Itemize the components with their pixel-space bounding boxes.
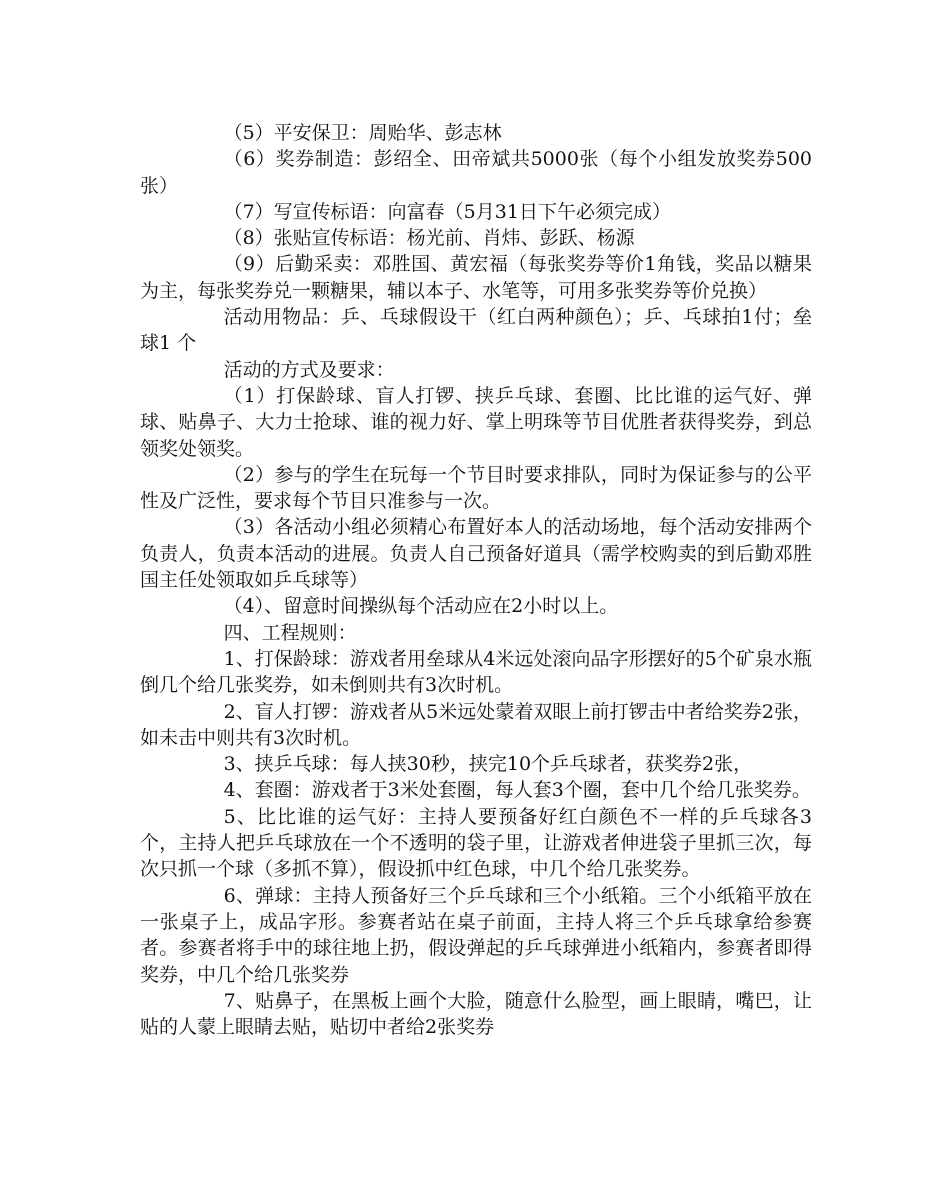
paragraph-rule-bounce: 6、弹球：主持人预备好三个乒乓球和三个小纸箱。三个小纸箱平放在一张桌子上，成品字形。参赛者站在桌子前面，主持人将三个乒乓球拿给参赛者。参赛者将手中的球往地上扔，假设弹起的乒乓球弹进小纸箱内，参赛者即得奖券，中几个给几张奖券 bbox=[140, 884, 812, 986]
paragraph-logistics: （9）后勤采卖：邓胜国、黄宏福（每张奖券等价1角钱，奖品以糖果为主，每张奖券兑一颗糖果，辅以本子、水笔等，可用多张奖券等价兑换） bbox=[140, 253, 812, 302]
paragraph-rule-ring-toss: 4、套圈：游戏者于3米处套圈，每人套3个圈，套中几个给几张奖券。 bbox=[223, 779, 811, 802]
paragraph-materials: 活动用物品：乒、乓球假设干（红白两种颜色）；乒、乓球拍1付；垒球1 个 bbox=[140, 306, 812, 355]
paragraph-slogan-writing: （7）写宣传标语：向富春（5月31日下午必须完成） bbox=[223, 200, 671, 223]
paragraph-rule-nose: 7、贴鼻子，在黑板上画个大脸，随意什么脸型，画上眼睛，嘴巴，让贴的人蒙上眼睛去贴，贴切中者给2张奖券 bbox=[140, 989, 812, 1039]
paragraph-method-1: （1）打保龄球、盲人打锣、挟乒乓球、套圈、比比谁的运气好、弹球、贴鼻子、大力士抢球、谁的视力好、掌上明珠等节目优胜者获得奖券，到总领奖处领奖。 bbox=[140, 384, 812, 460]
paragraph-rule-luck: 5、比比谁的运气好：主持人要预备好红白颜色不一样的乒乓球各3个，主持人把乒乓球放在一个不透明的袋子里，让游戏者伸进袋子里抓三次，每次只抓一个球（多抓不算），假设抓中红色球，中几个给几张奖券。 bbox=[140, 805, 812, 881]
paragraph-method-2: （2）参与的学生在玩每一个节目时要求排队，同时为保证参与的公平性及广泛性，要求每个节目只准参与一次。 bbox=[140, 463, 812, 513]
paragraph-method-3: （3）各活动小组必须精心布置好本人的活动场地，每个活动安排两个负责人，负责本活动的进展。负责人自己预备好道具（需学校购卖的到后勤邓胜国主任处领取如乒乓球等） bbox=[140, 516, 812, 592]
paragraph-rule-pingpong-pick: 3、挟乒乓球：每人挟30秒，挟完10个乒乓球者，获奖券2张， bbox=[223, 753, 753, 776]
paragraph-rule-bowling: 1、打保龄球：游戏者用垒球从4米远处滚向品字形摆好的5个矿泉水瓶倒几个给几张奖券，如未倒则共有3次时机。 bbox=[140, 647, 812, 697]
paragraph-slogan-posting: （8）张贴宣传标语：杨光前、肖炜、彭跃、杨源 bbox=[223, 227, 635, 250]
paragraph-rules-heading: 四、工程规则： bbox=[223, 621, 357, 644]
paragraph-rule-blind-gong: 2、盲人打锣：游戏者从5米远处蒙着双眼上前打锣击中者给奖券2张，如未击中则共有3次时机。 bbox=[140, 700, 812, 749]
paragraph-method-4: （4）、留意时间操纵每个活动应在2小时以上。 bbox=[223, 595, 619, 618]
paragraph-ticket-making: （6）奖券制造：彭绍全、田帝斌共5000张（每个小组发放奖券500张） bbox=[140, 148, 812, 197]
paragraph-method-heading: 活动的方式及要求： bbox=[223, 358, 395, 381]
document-body bbox=[140, 120, 812, 1040]
paragraph-safety: （5）平安保卫：周贻华、彭志林 bbox=[223, 122, 502, 144]
